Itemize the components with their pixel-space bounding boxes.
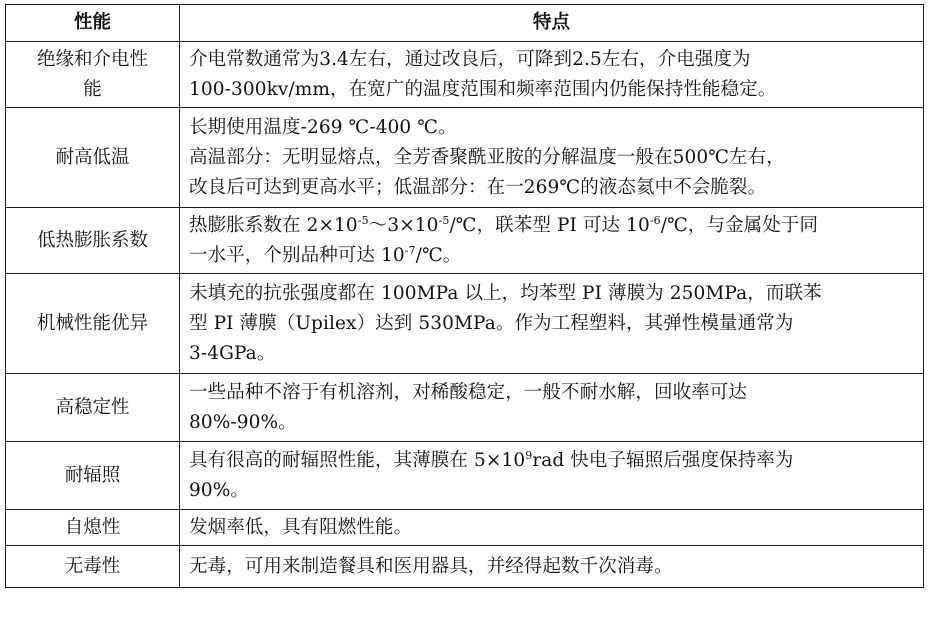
description-text: 高温部分：无明显熔点，全芳香聚酰亚胺的分解温度一般在500℃左右， — [189, 146, 785, 168]
property-text: 高稳定性 — [55, 396, 130, 418]
table-row — [6, 274, 924, 374]
text-segment: /℃，联苯型 PI 可达 10 — [449, 214, 650, 236]
properties-table-container — [5, 4, 923, 588]
superscript: -5 — [438, 213, 450, 227]
property-cell — [6, 442, 180, 510]
description-cell — [180, 274, 924, 374]
text-segment: /℃。 — [415, 244, 462, 266]
property-cell — [6, 108, 180, 208]
property-text: 机械性能优异 — [36, 312, 148, 334]
table-row — [6, 108, 924, 208]
property-cell — [6, 208, 180, 274]
description-text: 80%-90%。 — [189, 411, 297, 433]
description-cell — [180, 374, 924, 442]
property-text: 耐辐照 — [64, 464, 121, 486]
text-segment: rad 快电子辐照后强度保持率为 — [532, 449, 794, 471]
description-cell — [180, 510, 924, 546]
polyimide-properties-table — [5, 4, 924, 588]
property-text: 无毒性 — [64, 555, 121, 577]
description-cell — [180, 108, 924, 208]
table-row — [6, 42, 924, 108]
property-text: 自熄性 — [64, 516, 121, 538]
property-text: 耐高低温 — [55, 146, 130, 168]
description-text: 长期使用温度-269 ℃-400 ℃。 — [189, 116, 457, 138]
description-cell — [180, 442, 924, 510]
table-row — [6, 546, 924, 588]
description-text: 无毒，可用来制造餐具和医用器具，并经得起数千次消毒。 — [189, 555, 673, 577]
description-text: 90%。 — [189, 479, 250, 501]
property-cell — [6, 546, 180, 588]
text-segment: 一水平，个别品种可达 10 — [189, 244, 405, 266]
text-segment: 热膨胀系数在 2×10 — [189, 214, 358, 236]
table-row — [6, 208, 924, 274]
property-text: 低热膨胀系数 — [36, 229, 148, 251]
property-cell — [6, 374, 180, 442]
property-text: 绝缘和介电性 — [36, 48, 148, 70]
description-text: 型 PI 薄膜（Upilex）达到 530MPa。作为工程塑料，其弹性模量通常为 — [189, 312, 794, 334]
description-text: 100-300kv/mm，在宽广的温度范围和频率范围内仍能保持性能稳定。 — [189, 78, 777, 100]
description-text — [189, 446, 915, 476]
description-cell — [180, 42, 924, 108]
description-text: 改良后可达到更高水平；低温部分：在一269℃的液态氦中不会脆裂。 — [189, 176, 767, 198]
header-row — [6, 5, 924, 42]
superscript: -6 — [649, 213, 661, 227]
property-text: 能 — [83, 78, 102, 100]
property-cell — [6, 274, 180, 374]
property-cell — [6, 510, 180, 546]
description-text: 介电常数通常为3.4左右，通过改良后，可降到2.5左右，介电强度为 — [189, 48, 751, 70]
text-segment: /℃，与金属处于同 — [660, 214, 819, 236]
header-property: 性能 — [6, 5, 180, 42]
property-cell — [6, 42, 180, 108]
text-segment: ～3×10 — [368, 214, 439, 236]
table-row — [6, 374, 924, 442]
text-segment: 具有很高的耐辐照性能，其薄膜在 5×10 — [189, 449, 526, 471]
superscript: 9 — [525, 448, 533, 462]
description-cell — [180, 208, 924, 274]
description-text: 3-4GPa。 — [189, 342, 276, 364]
description-text: 一些品种不溶于有机溶剂，对稀酸稳定，一般不耐水解，回收率可达 — [189, 381, 748, 403]
description-text: 未填充的抗张强度都在 100MPa 以上，均苯型 PI 薄膜为 250MPa，而联苯 — [189, 282, 822, 304]
description-cell — [180, 546, 924, 588]
description-text: 发烟率低，具有阻燃性能。 — [189, 516, 413, 538]
superscript: -5 — [357, 213, 369, 227]
description-text — [189, 211, 915, 241]
table-row — [6, 442, 924, 510]
description-text — [189, 241, 915, 271]
superscript: -7 — [404, 243, 416, 257]
table-row — [6, 510, 924, 546]
header-feature: 特点 — [180, 5, 924, 42]
